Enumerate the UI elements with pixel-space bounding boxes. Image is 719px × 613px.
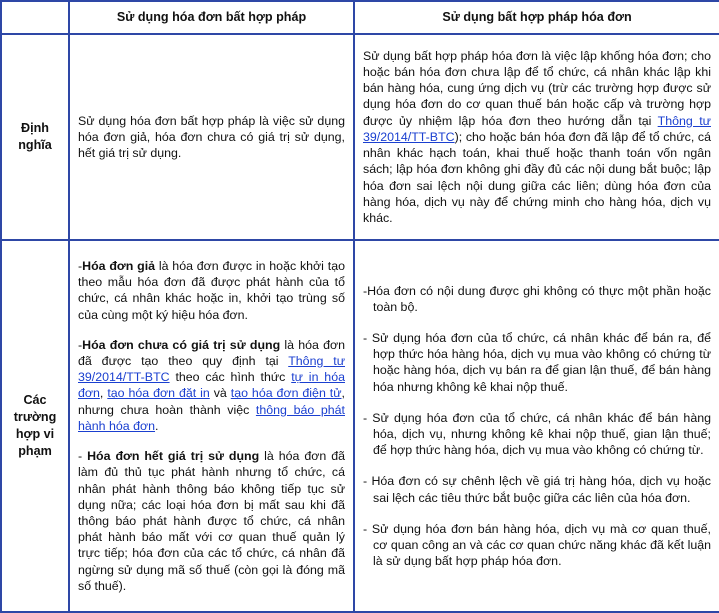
header-illegal-invoice-use: Sử dụng bất hợp pháp hóa đơn xyxy=(354,1,719,34)
expired-dash: - xyxy=(78,449,88,464)
violation-item: - Sử dụng hóa đơn của tổ chức, cá nhân khác để bán ra, để hợp thức hóa hàng hóa, dịch vụ mua vào không có chứng từ hoặc hàng hóa, dịch vụ bán ra để gian lận thuế, để bán hàng hóa nhưng không kê khai nộp thuế. xyxy=(363,330,711,394)
violation-item: - Sử dụng hóa đơn bán hàng hóa, dịch vụ mà cơ quan thuế, cơ quan công an và các cơ quan chức năng khác đã kết luận là sử dụng bất hợp pháp hóa đơn. xyxy=(363,521,711,569)
definition-left-text: Sử dụng hóa đơn bất hợp pháp là việc sử dụng hóa đơn giả, hóa đơn chưa có giá trị sử dụng, hết giá trị sử dụng. xyxy=(78,113,345,161)
einvoice-link[interactable]: tạo hóa đơn điện tử xyxy=(230,386,342,401)
expired-invoice-term: Hóa đơn hết giá trị sử dụng xyxy=(87,449,260,464)
invalid-text-c: , nhưng chưa hoàn thành việc xyxy=(78,386,345,417)
fake-invoice-text: là hóa đơn được in hoặc khởi tạo theo mẫu hóa đơn đã được phát hành của tổ chức, cá nhân khác hoặc in, khởi tạo trùng số của cùng một ký hiệu hóa đơn. xyxy=(78,259,345,322)
circular-39-link[interactable]: Thông tư 39/2014/TT-BTC xyxy=(363,113,711,144)
definition-right-text xyxy=(363,48,711,226)
issuance-notice-link[interactable]: thông báo phát hành hóa đơn xyxy=(78,402,345,433)
violation-item: -Hóa đơn có nội dung được ghi không có thực một phần hoặc toàn bộ. xyxy=(363,283,711,314)
definition-right-text-a: Sử dụng bất hợp pháp hóa đơn là việc lập khống hóa đơn; cho hoặc bán hóa đơn chưa lập để tổ chức, cá nhân khác lập khi bán hàng hóa, cung ứng dịch vụ (trừ các trường hợp được sử dụng hóa đơn do cơ quan thuế bán hoặc cấp và trường hợp được ủy nhiệm lập hóa đơn theo hướng dẫn tại xyxy=(363,48,711,128)
violation-item: - Hóa đơn có sự chênh lệch về giá trị hàng hóa, dịch vụ hoặc sai lệch các tiêu thức bắt buộc giữa các liên của hóa đơn. xyxy=(363,474,711,505)
order-print-invoice-link[interactable]: tạo hóa đơn đặt in xyxy=(107,386,210,401)
invalid-invoice-paragraph xyxy=(78,337,345,434)
invalid-sep1: , xyxy=(99,386,108,401)
definition-row xyxy=(1,34,719,240)
violations-label: Các trường hợp vi phạm xyxy=(1,240,69,612)
circular-39-link-2[interactable]: Thông tư 39/2014/TT-BTC xyxy=(78,354,345,385)
violations-left-cell xyxy=(69,240,354,612)
definition-right-cell xyxy=(354,34,719,240)
invalid-dash: - xyxy=(78,337,83,352)
header-illegal-use: Sử dụng hóa đơn bất hợp pháp xyxy=(69,1,354,34)
invalid-invoice-term: Hóa đơn chưa có giá trị sử dụng xyxy=(82,337,281,352)
expired-invoice-paragraph xyxy=(78,448,345,594)
fake-invoice-term: Hóa đơn giả xyxy=(82,259,156,274)
definition-left-cell xyxy=(69,34,354,240)
violation-item: - Sử dụng hóa đơn của tổ chức, cá nhân khác để bán hàng hóa, dịch vụ, nhưng không kê khai nộp thuế, gian lận thuế; để hợp thức hàng hóa, dịch vụ mua vào không có chứng từ. xyxy=(363,410,711,458)
self-print-invoice-link[interactable]: tự in hóa đơn xyxy=(78,370,345,401)
violations-row xyxy=(1,240,719,612)
invalid-text-d: . xyxy=(155,418,159,433)
invalid-text-b: theo các hình thức xyxy=(169,370,292,385)
definition-right-text-b: ); cho hoặc bán hóa đơn đã lập để tổ chức, cá nhân khác hạch toán, khai thuế hoặc thanh toán vốn ngân sách; lập hóa đơn không ghi đầy đủ các nội dung bắt buộc; lập hóa đơn sai lệch nội dung giữa các liên; dùng hóa đơn của hàng hóa, dịch vụ này để chứng minh cho hàng hóa, dịch vụ khác. xyxy=(363,129,711,225)
invalid-text-a: là hóa đơn đã được tạo theo quy định tại xyxy=(78,337,345,369)
violations-right-cell xyxy=(354,240,719,612)
header-row xyxy=(1,1,719,34)
definition-label: Định nghĩa xyxy=(1,34,69,240)
fake-dash: - xyxy=(78,259,83,274)
header-empty-cell xyxy=(1,1,69,34)
fake-invoice-paragraph xyxy=(78,258,345,323)
expired-invoice-text: là hóa đơn đã làm đủ thủ tục phát hành nhưng tổ chức, cá nhân phát hành thông báo không tiếp tục sử dụng nữa; các loại hóa đơn bị mất sau khi đã thông báo phát hành được tổ chức, cá nhân phát hành báo mất với cơ quan thuế quản lý trực tiếp; hóa đơn của các tổ chức, cá nhân đã ngừng sử dụng mã số thuế (còn gọi là đóng mã số thuế). xyxy=(78,449,346,593)
invalid-sep2: và xyxy=(209,386,231,401)
